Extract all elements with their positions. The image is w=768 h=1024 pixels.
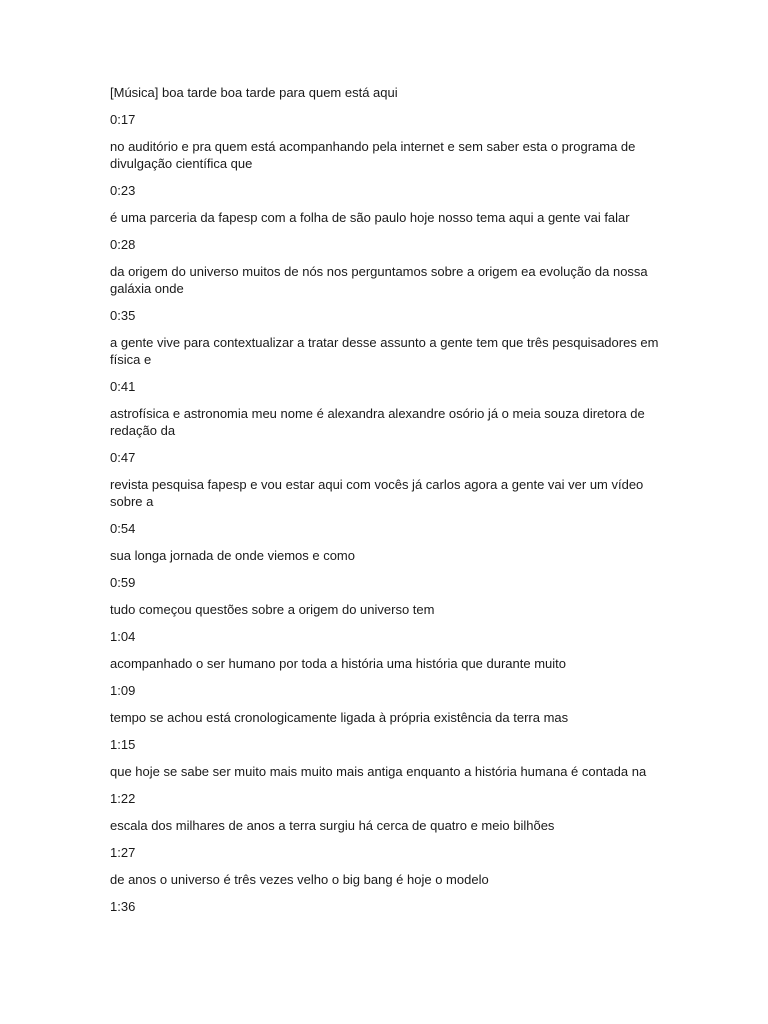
timestamp: 0:47 [110,450,136,465]
timestamp: 0:28 [110,237,136,252]
transcript-text: revista pesquisa fapesp e vou estar aqui com vocês já carlos agora a gente vai ver um vídeo sobre a [110,477,644,509]
timestamp: 1:04 [110,629,136,644]
transcript-text: escala dos milhares de anos a terra surgiu há cerca de quatro e meio bilhões [110,818,555,833]
transcript-text: no auditório e pra quem está acompanhando pela internet e sem saber esta o programa de divulgação científica que [110,139,636,171]
transcript-segment [110,817,662,861]
timestamp: 0:54 [110,521,136,536]
transcript-segment [110,209,662,253]
transcript-segment [110,138,662,199]
transcript-segment [110,871,662,915]
transcript-segment [110,655,662,699]
timestamp: 0:17 [110,112,136,127]
timestamp: 0:23 [110,183,136,198]
timestamp: 1:15 [110,737,136,752]
transcript-segment [110,263,662,324]
transcript-text: tempo se achou está cronologicamente ligada à própria existência da terra mas [110,710,569,725]
timestamp: 1:22 [110,791,136,806]
transcript [110,84,662,925]
transcript-segment [110,84,662,128]
timestamp: 1:27 [110,845,136,860]
transcript-segment [110,476,662,537]
transcript-text: sua longa jornada de onde viemos e como [110,548,355,563]
transcript-text: de anos o universo é três vezes velho o big bang é hoje o modelo [110,872,489,887]
timestamp: 0:59 [110,575,136,590]
transcript-text: é uma parceria da fapesp com a folha de são paulo hoje nosso tema aqui a gente vai falar [110,210,630,225]
transcript-segment [110,547,662,591]
transcript-text: astrofísica e astronomia meu nome é alexandra alexandre osório já o meia souza diretora de redação da [110,406,645,438]
transcript-text: que hoje se sabe ser muito mais muito mais antiga enquanto a história humana é contada na [110,764,647,779]
transcript-text: tudo começou questões sobre a origem do universo tem [110,602,435,617]
transcript-text: acompanhado o ser humano por toda a história uma história que durante muito [110,656,567,671]
timestamp: 1:36 [110,899,136,914]
transcript-segment [110,334,662,395]
transcript-segment [110,709,662,753]
transcript-text: da origem do universo muitos de nós nos perguntamos sobre a origem ea evolução da nossa galáxia onde [110,264,648,296]
transcript-text: [Música] boa tarde boa tarde para quem está aqui [110,85,398,100]
timestamp: 0:41 [110,379,136,394]
transcript-text: a gente vive para contextualizar a tratar desse assunto a gente tem que três pesquisadores em física e [110,335,659,367]
timestamp: 0:35 [110,308,136,323]
timestamp: 1:09 [110,683,136,698]
transcript-segment [110,405,662,466]
transcript-segment [110,763,662,807]
transcript-segment [110,601,662,645]
